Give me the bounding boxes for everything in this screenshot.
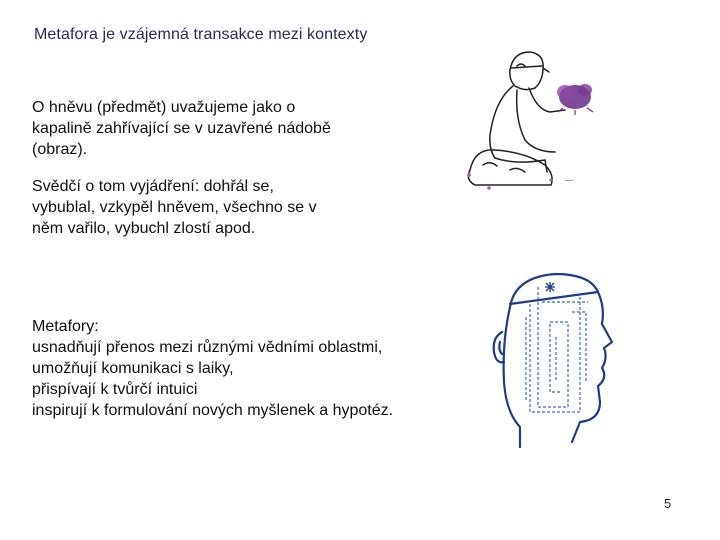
head-labyrinth-illustration bbox=[480, 262, 630, 462]
paragraph-anger-metaphor: O hněvu (předmět) uvažujeme jako o kapalině zahřívající se v uzavřené nádobě (obraz). bbox=[32, 99, 331, 158]
thinker-illustration bbox=[455, 40, 605, 200]
svg-text:~~: ~~ bbox=[565, 178, 574, 185]
paragraph-expressions: Svědčí o tom vyjádření: dohřál se, vybublal, vzkypěl hněvem, všechno se v něm vařilo, vybuchl zlostí apod. bbox=[32, 178, 317, 237]
slide-title: Metafora je vzájemná transakce mezi kontexty bbox=[34, 26, 368, 43]
paragraph-metaphor-benefits: Metafory: usnadňují přenos mezi různými vědními oblastmi, umožňují komunikaci s laiky, přispívají k tvůrčí intuici inspirují k formulování nových myšlenek a hypotéz. bbox=[32, 318, 394, 419]
spark-icon bbox=[545, 282, 555, 292]
page-number: 5 bbox=[664, 496, 672, 511]
